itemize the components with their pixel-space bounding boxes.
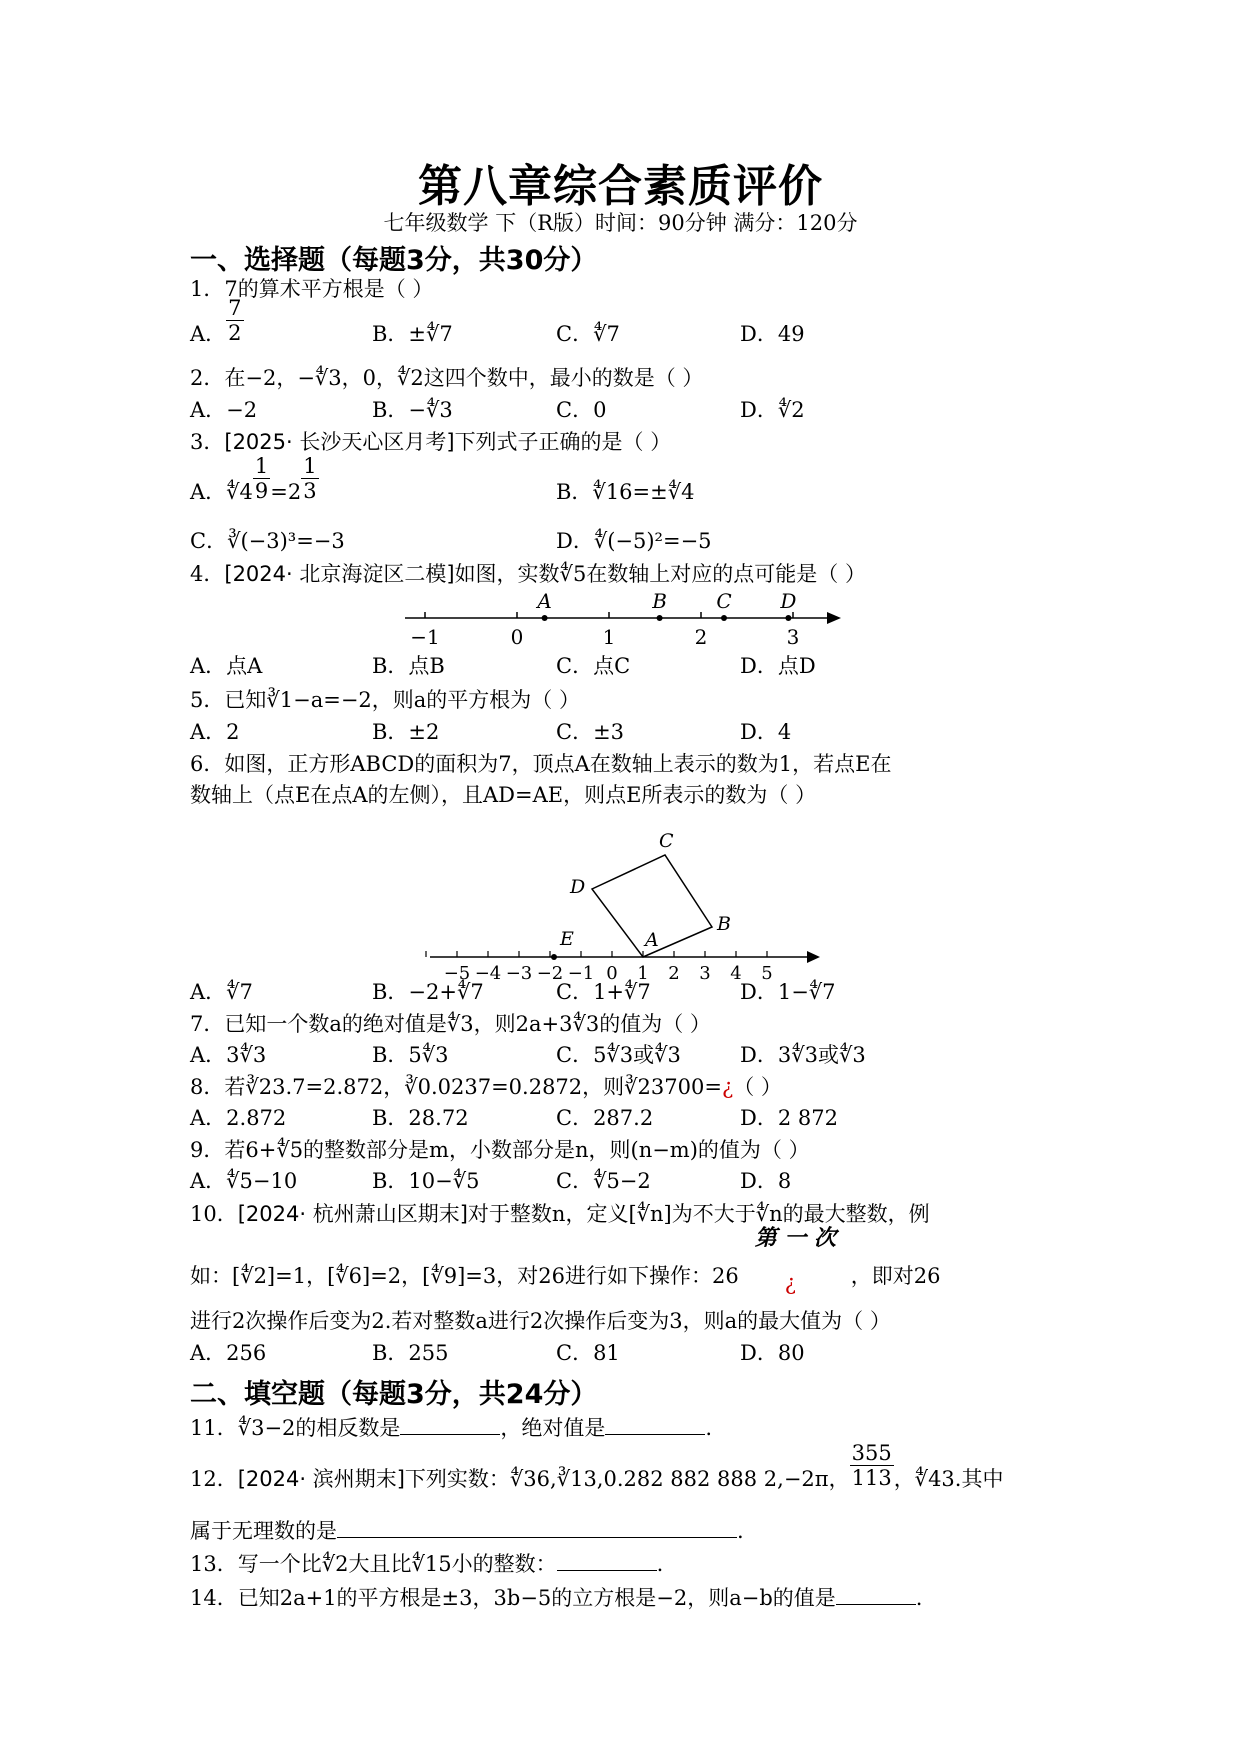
answer-blank-13[interactable]: [557, 1548, 657, 1571]
answer-blank-11b[interactable]: [605, 1412, 705, 1435]
question-1-option-d: D．49: [740, 322, 805, 346]
question-3-option-d: D．∜(−5)²=−5: [556, 529, 712, 553]
question-8-option-d: D．2 872: [740, 1106, 838, 1130]
question-11: 11．∜3−2的相反数是 ，绝对值是 .: [190, 1412, 712, 1442]
question-6-stem-line-2: 数轴上（点E在点A的左侧），且AD=AE，则点E所表示的数为（ ）: [190, 783, 817, 807]
number-line-1-tick-label: 0: [510, 625, 524, 649]
question-7-option-c: C．5∜3或∜3: [556, 1043, 681, 1067]
section-heading-choice: 一、选择题（每题3分，共30分）: [190, 245, 598, 276]
page-title: 第八章综合素质评价: [418, 161, 823, 212]
question-4-option-b: B．点B: [372, 654, 445, 678]
question-10-option-b: B．255: [372, 1341, 449, 1365]
number-line-1-point-label: D: [780, 590, 797, 613]
question-8-option-a: A．2.872: [190, 1106, 287, 1130]
question-12-source: [2024· 滨州期末]: [237, 1467, 405, 1491]
question-7-option-d: D．3∜3或∜3: [740, 1043, 866, 1067]
number-line-1-tick-label: 3: [786, 625, 800, 649]
question-2-stem: 2．在−2，−∜3，0，∜2这四个数中，最小的数是（ ）: [190, 366, 704, 390]
section-heading-fill: 二、填空题（每题3分，共24分）: [190, 1379, 598, 1410]
question-10-option-a: A．256: [190, 1341, 267, 1365]
number-line-2-tick-label: 0: [606, 963, 618, 984]
question-4-option-c: C．点C: [556, 654, 631, 678]
number-line-2-tick-label: −4: [474, 963, 502, 984]
number-line-1-point: [721, 615, 727, 621]
answer-blank-14[interactable]: [836, 1582, 916, 1605]
number-line-1-tick-label: −1: [410, 625, 440, 649]
question-4-source: [2024· 北京海淀区二模]: [224, 562, 455, 586]
page-subtitle: 七年级数学 下（R版）时间：90分钟 满分：120分: [383, 211, 858, 235]
question-14: 14．已知2a+1的平方根是±3，3b−5的立方根是−2，则a−b的值是 .: [190, 1582, 922, 1612]
number-line-1-point-label: C: [716, 590, 732, 613]
question-9-option-a: A．∜5−10: [190, 1169, 298, 1193]
question-7-stem: 7．已知一个数a的绝对值是∜3，则2a+3∜3的值为（ ）: [190, 1012, 711, 1036]
question-12-line-1: 12．[2024· 滨州期末]下列实数：∜36,∛13,0.282 882 888 2,−2π， $\frac{355}{113}$ ，∜43.其中: [190, 1441, 1004, 1491]
number-line-1-point: [657, 615, 663, 621]
question-10-stem-line-1: 10．[2024· 杭州萧山区期末]对于整数n，定义[∜n]为不大于∜n的最大整数，例: [190, 1202, 930, 1226]
number-line-2-tick-label: 3: [699, 963, 711, 984]
answer-blank-12[interactable]: [337, 1515, 737, 1538]
question-5-option-a: A．2: [190, 720, 240, 744]
number-line-2-tick-label: 4: [730, 963, 742, 984]
number-line-2-tick-label: −5: [443, 963, 471, 984]
question-5-option-d: D．4: [740, 720, 792, 744]
question-1-option-b: B．±∜7: [372, 322, 453, 346]
question-3-option-a: A．∜4 $\frac{1}{9}$ =2 $\frac{1}{3}$: [190, 454, 317, 504]
question-9-stem: 9．若6+∜5的整数部分是m，小数部分是n，则(n−m)的值为（ ）: [190, 1138, 810, 1162]
label-e: E: [560, 928, 574, 950]
number-line-1-arrow: [827, 612, 841, 624]
question-5-option-c: C．±3: [556, 720, 625, 744]
answer-blank-11a[interactable]: [400, 1412, 500, 1435]
question-5-option-b: B．±2: [372, 720, 440, 744]
question-6-option-c: C．1+∜7: [556, 980, 651, 1004]
question-10-stem-line-2: 如：[∜2]=1，[∜6]=2，[∜9]=3，对26进行如下操作：26 第 一 次 ¿ ，即对26: [190, 1226, 941, 1295]
question-1-option-c: C．∜7: [556, 322, 620, 346]
question-1-option-a: A． $\frac{7}{2}$: [190, 296, 242, 346]
question-10-stem-line-3: 进行2次操作后变为2.若对整数a进行2次操作后变为3，则a的最大值为（ ）: [190, 1309, 891, 1333]
question-7-option-a: A．3∜3: [190, 1043, 267, 1067]
number-line-1-point-label: B: [652, 590, 667, 613]
question-1-stem: 1．7的算术平方根是（ ）: [190, 277, 434, 301]
label-b: B: [717, 913, 731, 935]
number-line-figure-1: [395, 590, 855, 660]
question-3-source: [2025· 长沙天心区月考]: [224, 430, 455, 454]
question-2-option-d: D．∜2: [740, 398, 805, 422]
number-line-2-tick-label: −2: [536, 963, 564, 984]
number-line-1-point: [542, 615, 548, 621]
square-number-line-figure: [420, 800, 840, 990]
label-a: A: [645, 929, 659, 951]
question-6-option-d: D．1−∜7: [740, 980, 836, 1004]
question-4-option-a: A．点A: [190, 654, 263, 678]
label-c: C: [659, 830, 674, 852]
question-8-stem: 8．若∛23.7=2.872，∛0.0237=0.2872，则∛23700=¿（ ）: [190, 1075, 782, 1099]
question-3-option-c: C．∛(−3)³=−3: [190, 529, 345, 553]
number-line-2-tick-label: 2: [668, 963, 680, 984]
question-6-stem-line-1: 6．如图，正方形ABCD的面积为7，顶点A在数轴上表示的数为1，若点E在: [190, 752, 892, 776]
question-3-option-b: B．∜16=±∜4: [556, 480, 695, 504]
question-6-option-b: B．−2+∜7: [372, 980, 484, 1004]
question-4-option-d: D．点D: [740, 654, 816, 678]
question-9-option-c: C．∜5−2: [556, 1169, 651, 1193]
number-line-2-tick-label: −3: [505, 963, 533, 984]
question-8-option-b: B．28.72: [372, 1106, 469, 1130]
question-10-source: [2024· 杭州萧山区期末]: [237, 1202, 468, 1226]
question-12-line-2: 属于无理数的是 .: [190, 1515, 744, 1545]
number-line-1-tick-label: 2: [694, 625, 708, 649]
question-2-option-a: A．−2: [190, 398, 258, 422]
number-line-2-tick-label: 1: [637, 963, 649, 984]
number-line-2-tick-label: 5: [761, 963, 773, 984]
point-e-dot: [551, 954, 557, 960]
question-4-stem: 4．[2024· 北京海淀区二模]如图，实数∜5在数轴上对应的点可能是（ ）: [190, 562, 866, 586]
question-7-option-b: B．5∜3: [372, 1043, 449, 1067]
question-8-option-c: C．287.2: [556, 1106, 654, 1130]
question-10-option-d: D．80: [740, 1341, 805, 1365]
question-3-stem: 3．[2025· 长沙天心区月考]下列式子正确的是（ ）: [190, 430, 672, 454]
number-line-1-point: [785, 615, 791, 621]
question-9-option-d: D．8: [740, 1169, 792, 1193]
question-2-option-b: B．−∜3: [372, 398, 453, 422]
number-line-2-tick-label: −1: [567, 963, 595, 984]
question-10-operation-arrow: 第 一 次 ¿: [754, 1226, 837, 1295]
label-d: D: [570, 876, 586, 898]
question-6-option-a: A．∜7: [190, 980, 253, 1004]
question-10-option-c: C．81: [556, 1341, 620, 1365]
number-line-2-arrow: [807, 951, 820, 963]
number-line-1-point-label: A: [537, 590, 552, 613]
question-13: 13．写一个比∜2大且比∜15小的整数： .: [190, 1548, 663, 1578]
question-9-option-b: B．10−∜5: [372, 1169, 480, 1193]
number-line-1-tick-label: 1: [602, 625, 616, 649]
question-2-option-c: C．0: [556, 398, 607, 422]
question-5-stem: 5．已知∛1−a=−2，则a的平方根为（ ）: [190, 688, 580, 712]
